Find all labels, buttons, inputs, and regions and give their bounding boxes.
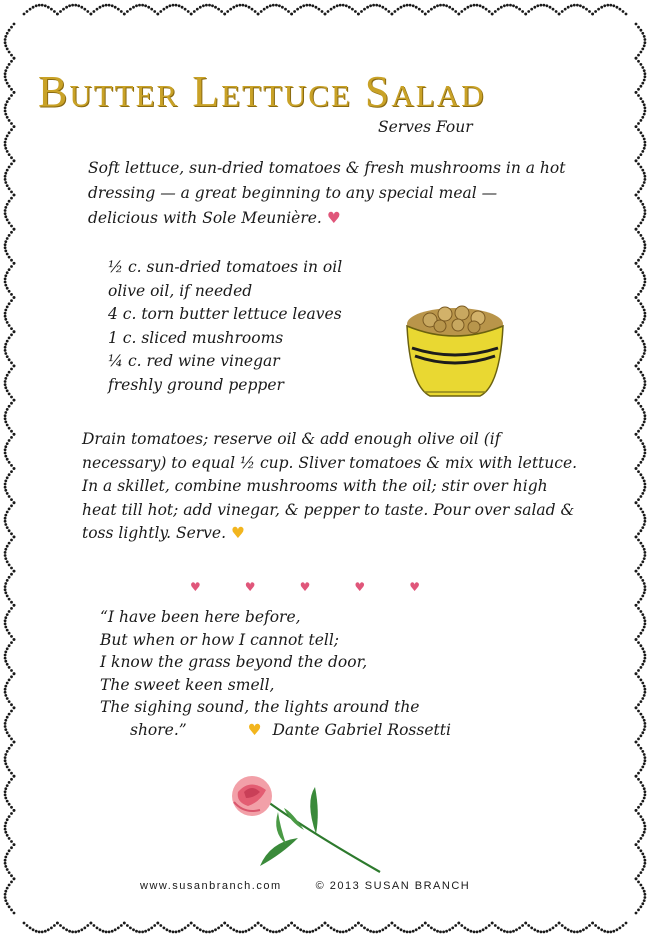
ingredient-item: ½ c. sun-dried tomatoes in oil xyxy=(108,258,343,276)
heart-icon: ♥ xyxy=(244,580,256,594)
ingredient-item: 4 c. torn butter lettuce leaves xyxy=(108,305,342,323)
heart-icon: ♥ xyxy=(354,580,366,594)
ingredient-list xyxy=(108,256,408,397)
heart-icon: ♥ xyxy=(299,580,311,594)
rose-illustration xyxy=(220,772,400,877)
quote-line: “I have been here before, xyxy=(100,608,301,626)
quote-line: The sweet keen smell, xyxy=(100,675,275,694)
intro-text: Soft lettuce, sun-dried tomatoes & fresh mushrooms in a hot dressing — a great beginning to any special meal — delicious with Sole Meunière. xyxy=(88,159,566,227)
quote-line: But when or how I cannot tell; xyxy=(100,630,340,649)
mushroom-bowl-illustration xyxy=(400,296,510,406)
serves-label: Serves Four xyxy=(378,118,473,136)
recipe-title: Butter Lettuce Salad xyxy=(38,67,486,116)
ingredient-item: ¼ c. red wine vinegar xyxy=(108,352,280,370)
website-link[interactable]: www.susanbranch.com xyxy=(140,880,282,892)
heart-icon: ♥ xyxy=(247,720,262,739)
ingredient-item: olive oil, if needed xyxy=(108,281,253,300)
quote-line: The sighing sound, the lights around the xyxy=(100,698,420,716)
ingredient-item: freshly ground pepper xyxy=(108,375,284,394)
quote-last-line xyxy=(100,719,550,742)
footer xyxy=(140,880,540,892)
recipe-method xyxy=(82,428,582,546)
ingredient-item: 1 c. sliced mushrooms xyxy=(108,328,284,347)
quote-line: I know the grass beyond the door, xyxy=(100,653,368,671)
heart-divider xyxy=(190,580,420,594)
recipe-intro xyxy=(88,156,568,231)
heart-icon: ♥ xyxy=(190,580,201,594)
heart-icon: ♥ xyxy=(409,580,420,594)
method-text: Drain tomatoes; reserve oil & add enough olive oil (if necessary) to equal ½ cup. Sliver tomatoes & mix with lettuce. In a skillet, combine mushrooms with the oil; stir over high heat till hot; add vinegar, & pepper to taste. Pour over salad & toss lightly. Serve. xyxy=(82,430,578,542)
quote-author: Dante Gabriel Rossetti xyxy=(272,720,451,739)
heart-icon: ♥ xyxy=(230,524,245,542)
quote-line: shore.” xyxy=(130,720,187,739)
heart-icon: ♥ xyxy=(326,209,341,227)
poem-quote xyxy=(100,606,550,741)
copyright-notice: © 2013 SUSAN BRANCH xyxy=(315,880,471,892)
